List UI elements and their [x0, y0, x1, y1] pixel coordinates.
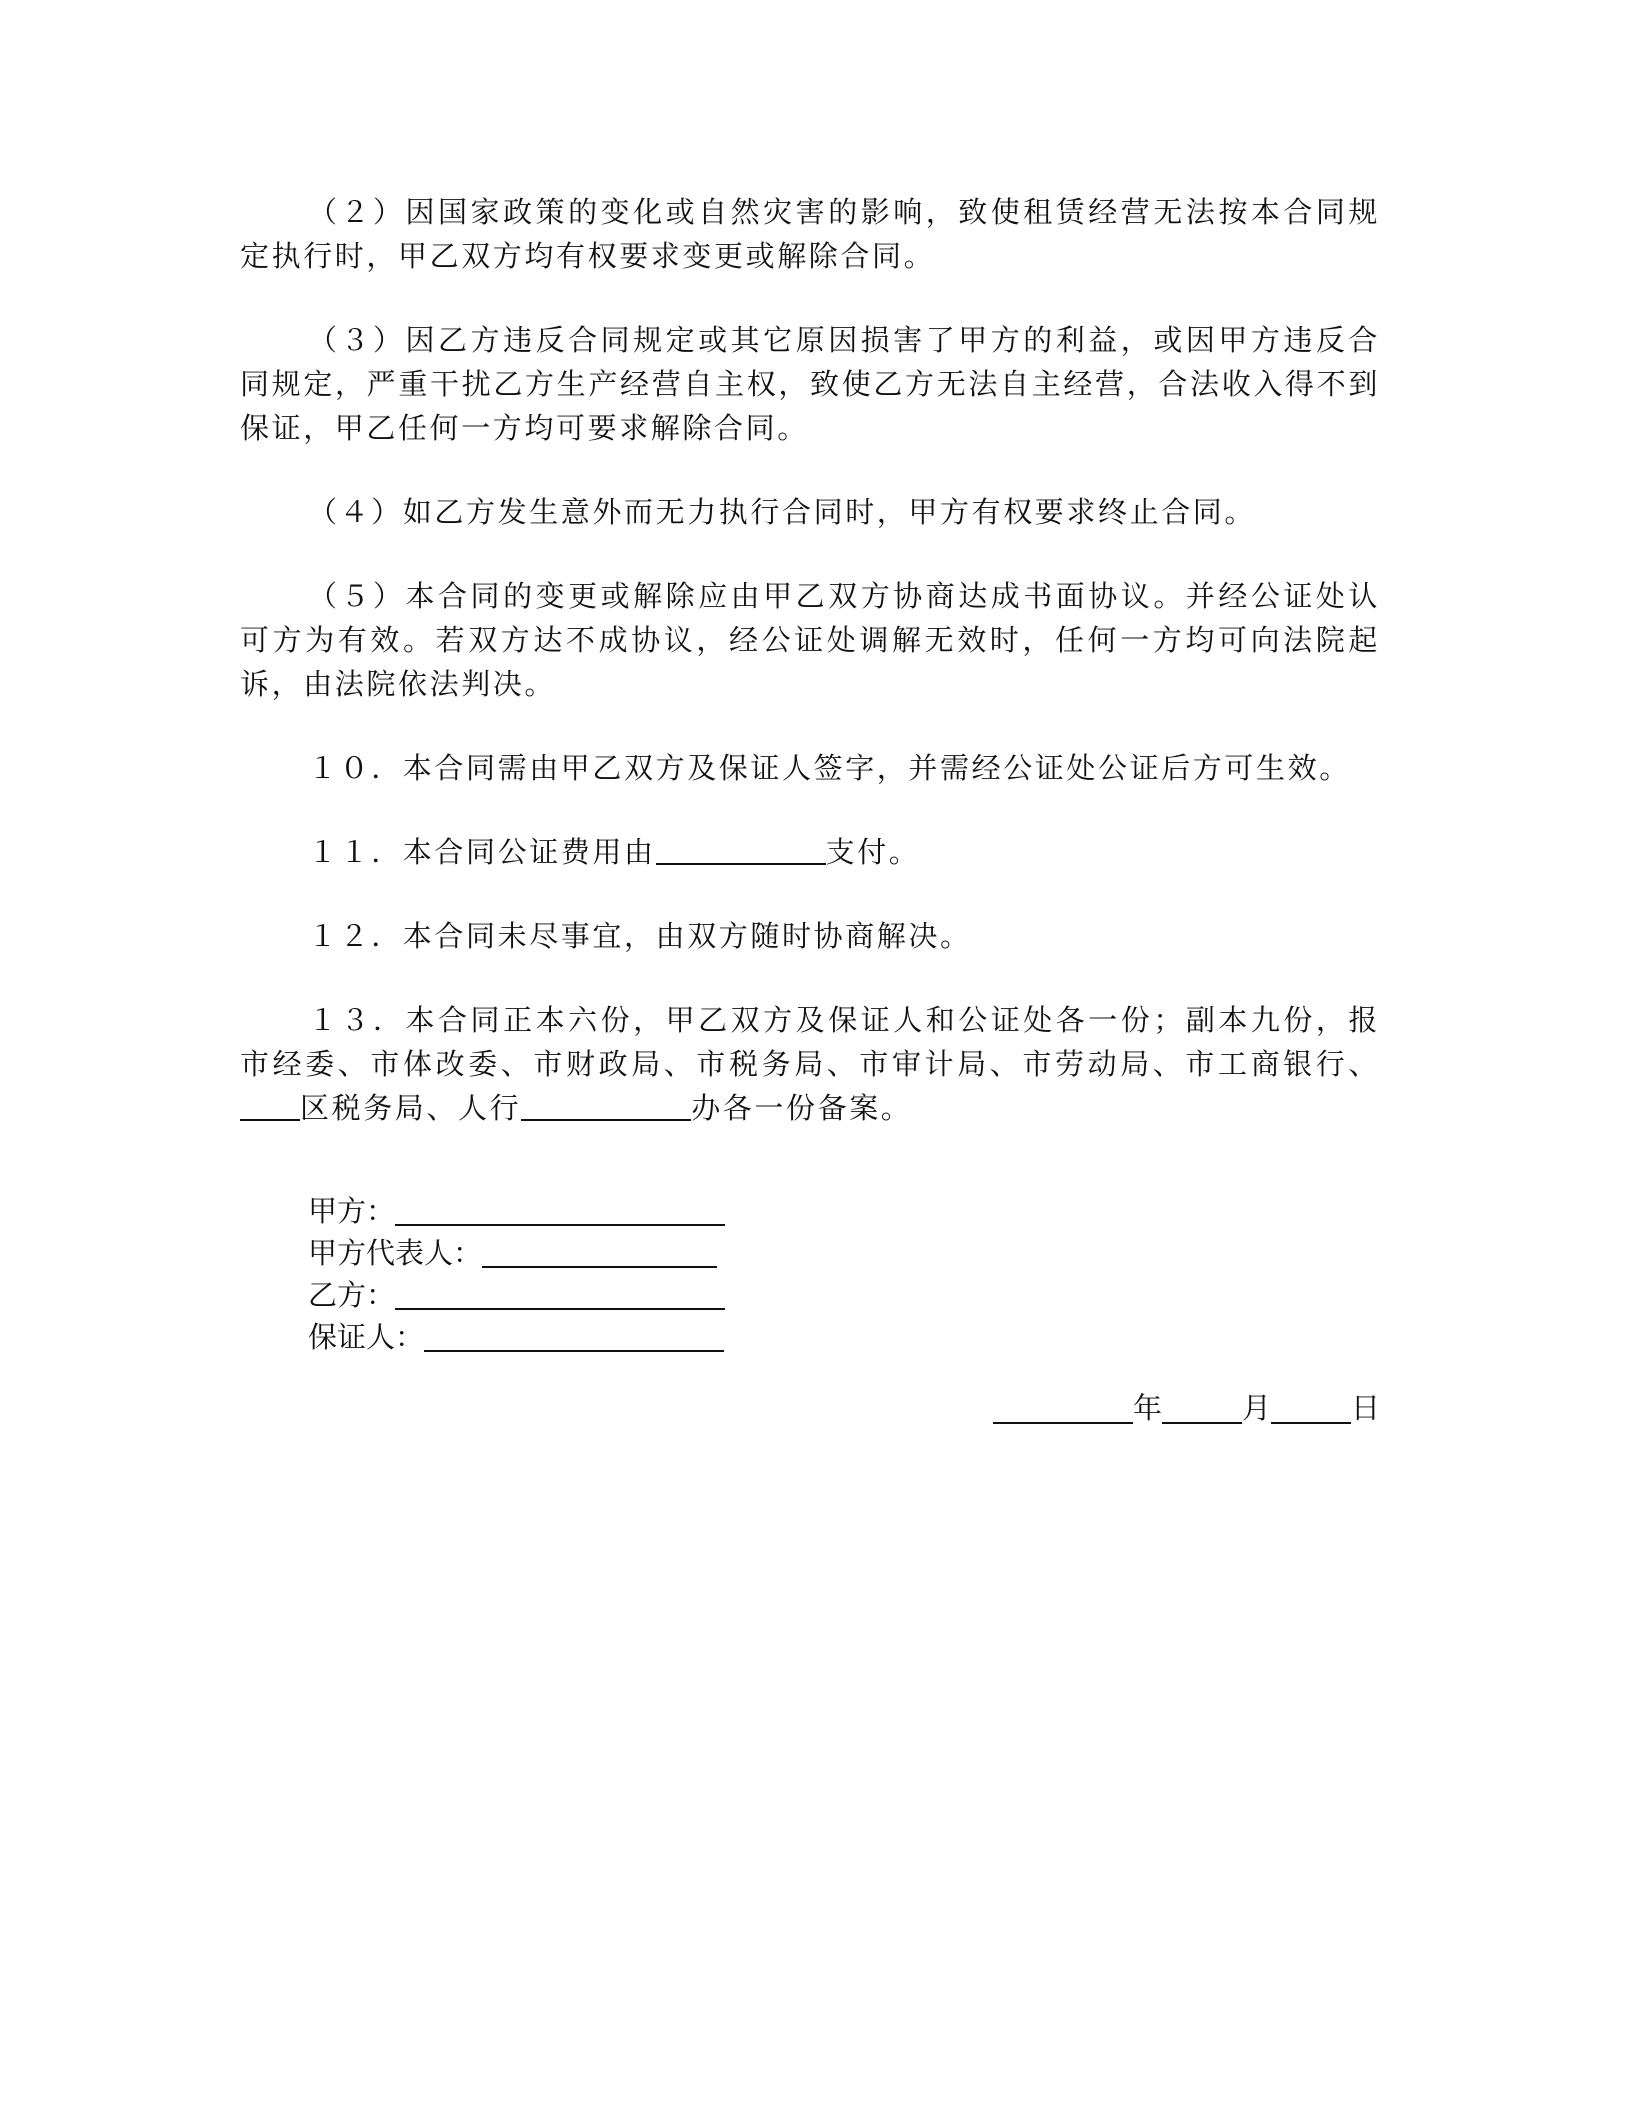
- party-a-rep-signature-line[interactable]: [482, 1238, 717, 1268]
- date-line: [993, 1386, 1380, 1430]
- article-11-text-before: １１．本合同公证费用由: [308, 835, 656, 869]
- article-12-paragraph: １２．本合同未尽事宜，由双方随时协商解决。: [308, 919, 972, 953]
- guarantor-row: [308, 1316, 1380, 1358]
- party-a-rep-label: 甲方代表人：: [308, 1236, 483, 1270]
- article-10-paragraph: １０．本合同需由甲乙双方及保证人签字，并需经公证处公证后方可生效。: [308, 751, 1351, 785]
- party-b-signature-line[interactable]: [395, 1280, 725, 1310]
- party-a-row: [308, 1190, 1380, 1232]
- day-label: 日: [1350, 1391, 1380, 1425]
- month-label: 月: [1241, 1391, 1271, 1425]
- year-label: 年: [1132, 1391, 1162, 1425]
- bank-office-blank[interactable]: [521, 1089, 691, 1121]
- party-b-row: [308, 1274, 1380, 1316]
- clause-2-paragraph: （２）因国家政策的变化或自然灾害的影响，致使租赁经营无法按本合同规定执行时，甲乙双方均有权要求变更或解除合同。: [240, 195, 1380, 273]
- clause-4-paragraph: （４）如乙方发生意外而无力执行合同时，甲方有权要求终止合同。: [308, 495, 1257, 529]
- district-blank[interactable]: [240, 1089, 300, 1121]
- year-blank[interactable]: [993, 1394, 1133, 1424]
- month-blank[interactable]: [1162, 1394, 1242, 1424]
- party-b-label: 乙方：: [308, 1278, 396, 1312]
- clause-3-paragraph: （３）因乙方违反合同规定或其它原因损害了甲方的利益，或因甲方违反合同规定，严重干扰乙方生产经营自主权，致使乙方无法自主经营，合法收入得不到保证，甲乙任何一方均可要求解除合同。: [240, 323, 1380, 445]
- article-11-paragraph: [240, 830, 1380, 874]
- article-13-text-3: 办各一份备案。: [691, 1091, 913, 1125]
- day-blank[interactable]: [1271, 1394, 1351, 1424]
- party-a-signature-line[interactable]: [395, 1196, 725, 1226]
- article-13-text-2: 区税务局、人行: [300, 1091, 522, 1125]
- signature-block: [308, 1190, 1380, 1358]
- contract-page: [240, 190, 1380, 1358]
- guarantor-signature-line[interactable]: [424, 1322, 724, 1352]
- article-13-text-1: １３．本合同正本六份，甲乙双方及保证人和公证处各一份；副本九份，报市经委、市体改委、市财政局、市税务局、市审计局、市劳动局、市工商银行、: [240, 1003, 1380, 1081]
- article-11-text-after: 支付。: [825, 835, 921, 869]
- fee-payer-blank[interactable]: [656, 833, 826, 865]
- clause-5-paragraph: （５）本合同的变更或解除应由甲乙双方协商达成书面协议。并经公证处认可方为有效。若双方达不成协议，经公证处调解无效时，任何一方均可向法院起诉，由法院依法判决。: [240, 579, 1380, 701]
- guarantor-label: 保证人：: [308, 1320, 425, 1354]
- article-13-paragraph: [240, 998, 1380, 1130]
- party-a-rep-row: [308, 1232, 1380, 1274]
- party-a-label: 甲方：: [308, 1194, 396, 1228]
